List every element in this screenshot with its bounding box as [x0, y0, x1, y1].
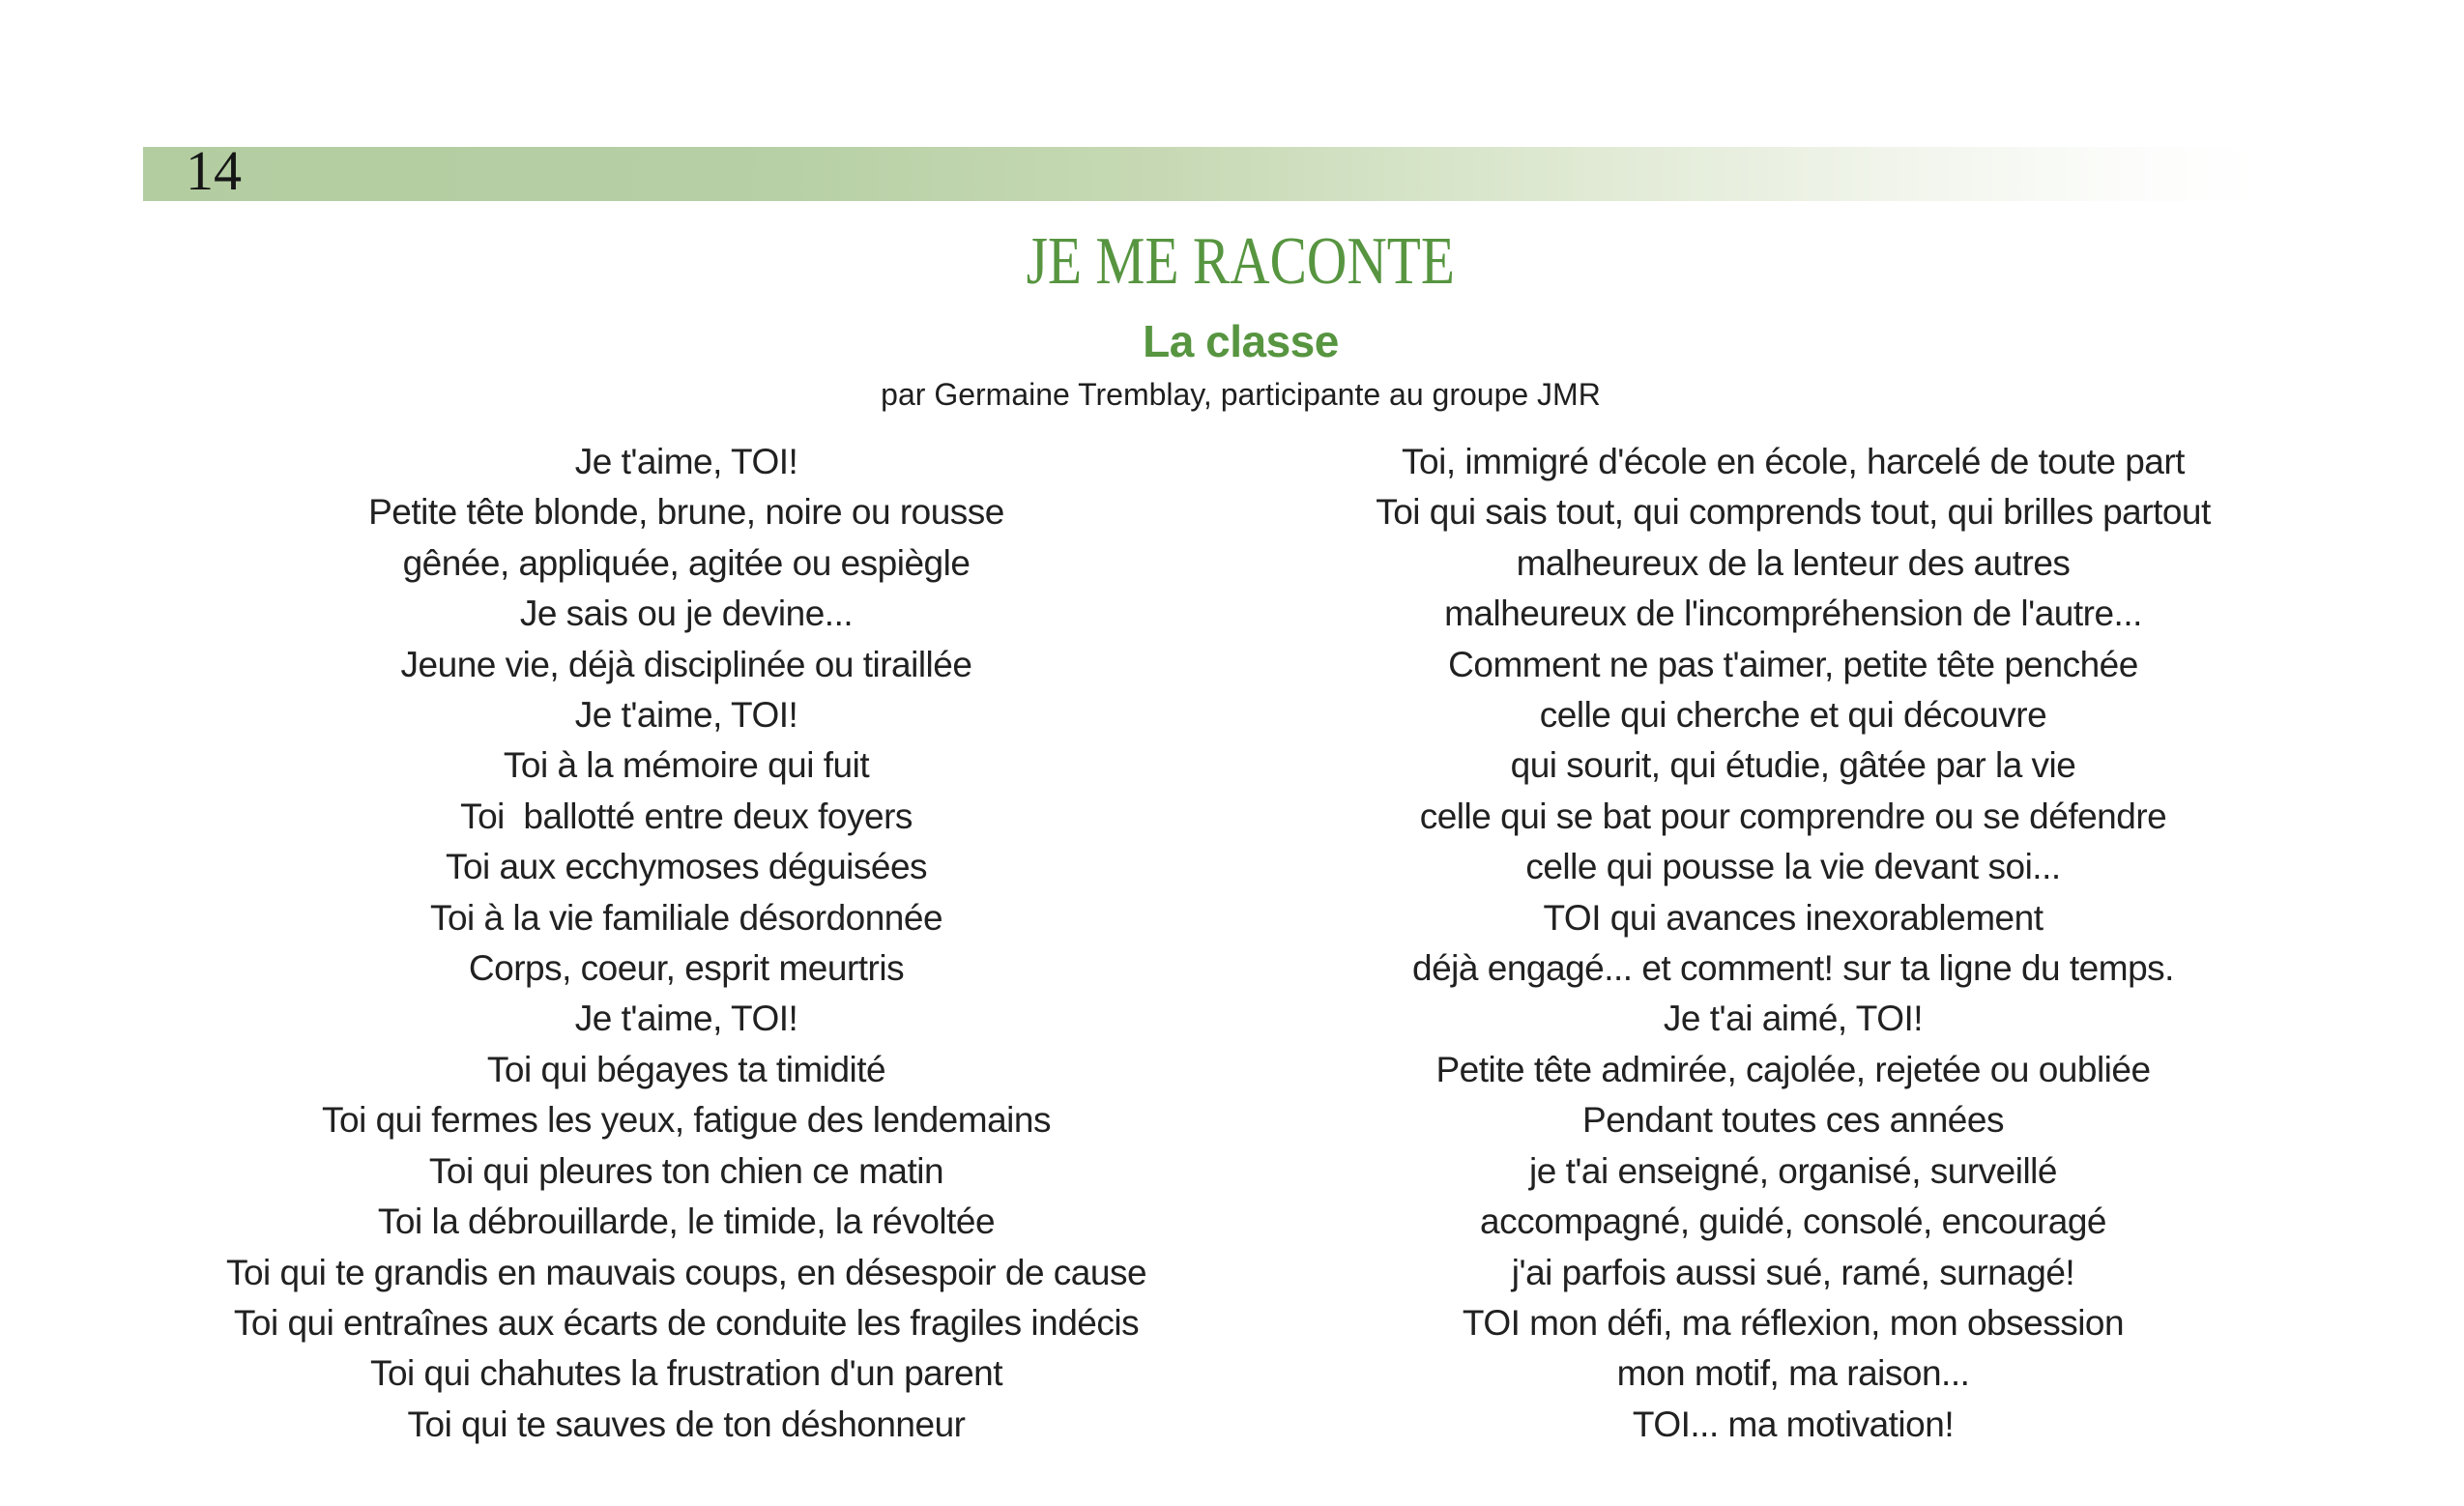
- poem-line: Toi à la vie familiale désordonnée: [429, 897, 943, 938]
- poem-line: gênée, appliquée, agitée ou espiègle: [402, 542, 971, 583]
- poem-line: Petite tête admirée, cajolée, rejetée ou oubliée: [1435, 1049, 2151, 1089]
- poem-byline: par Germaine Tremblay, participante au groupe JMR: [881, 377, 1601, 412]
- poem-line: Je t'aime, TOI!: [574, 999, 798, 1039]
- poem-line: TOI... ma motivation!: [1632, 1404, 1955, 1444]
- poem-line: déjà engagé... et comment! sur ta ligne du temps.: [1412, 948, 2174, 989]
- poem-line: malheureux de l'incompréhension de l'autre...: [1444, 594, 2142, 634]
- poem-line: Toi qui pleures ton chien ce matin: [428, 1150, 944, 1191]
- page-header-bar: [143, 147, 2260, 201]
- page-number: 14: [186, 139, 242, 202]
- poem-line: mon motif, ma raison...: [1616, 1353, 1970, 1394]
- poem-line: Je sais ou je devine...: [519, 594, 854, 634]
- poem-subtitle: La classe: [1143, 316, 1339, 366]
- poem-column-right: [1249, 437, 2337, 1450]
- poem-line: Pendant toutes ces années: [1582, 1100, 2004, 1141]
- poem-column-left: [85, 437, 1288, 1450]
- poem-line: Jeune vie, déjà disciplinée ou tiraillée: [400, 644, 972, 684]
- poem-line: accompagné, guidé, consolé, encouragé: [1480, 1202, 2106, 1242]
- poem-line: Toi, immigré d'école en école, harcelé de toute part: [1402, 442, 2185, 481]
- poem-title-text: JE ME RACONTE: [1026, 224, 1456, 299]
- poem-line: celle qui cherche et qui découvre: [1539, 695, 2047, 736]
- poem-line: qui sourit, qui étudie, gâtée par la vie: [1510, 745, 2076, 786]
- poem-line: TOI qui avances inexorablement: [1543, 897, 2044, 938]
- poem-line: Je t'aime, TOI!: [574, 442, 798, 481]
- poem-line: Toi la débrouillarde, le timide, la révoltée: [377, 1202, 996, 1242]
- poem-line: je t'ai enseigné, organisé, surveillé: [1529, 1150, 2057, 1191]
- poem-line: Je t'ai aimé, TOI!: [1663, 999, 1924, 1039]
- poem-line: Toi qui bégayes ta timidité: [486, 1049, 886, 1089]
- poem-line: Corps, coeur, esprit meurtris: [468, 948, 905, 989]
- poem-line: Toi aux ecchymoses déguisées: [445, 847, 928, 887]
- poem-line: Petite tête blonde, brune, noire ou rousse: [368, 492, 1004, 533]
- poem-line: Toi qui fermes les yeux, fatigue des lendemains: [322, 1100, 1051, 1141]
- poem-line: Toi qui te grandis en mauvais coups, en désespoir de cause: [225, 1252, 1147, 1292]
- poem-line: Toi qui chahutes la frustration d'un parent: [369, 1353, 1003, 1394]
- poem-line: Je t'aime, TOI!: [574, 695, 798, 736]
- poem-title: [9, 224, 2464, 299]
- poem-line: Toi qui entraînes aux écarts de conduite les fragiles indécis: [233, 1302, 1140, 1343]
- poem-line: celle qui se bat pour comprendre ou se défendre: [1419, 796, 2167, 836]
- poem-line: Comment ne pas t'aimer, petite tête penchée: [1448, 644, 2138, 684]
- poem-line: Toi ballotté entre deux foyers: [460, 796, 913, 836]
- poem-line: celle qui pousse la vie devant soi...: [1525, 847, 2061, 887]
- poem-line: j'ai parfois aussi sué, ramé, surnagé!: [1511, 1252, 2075, 1292]
- poem-line: malheureux de la lenteur des autres: [1516, 542, 2071, 583]
- poem-line: Toi à la mémoire qui fuit: [503, 745, 870, 786]
- poem-line: Toi qui te sauves de ton déshonneur: [407, 1404, 966, 1444]
- poem-line: TOI mon défi, ma réflexion, mon obsession: [1462, 1302, 2125, 1343]
- poem-line: Toi qui sais tout, qui comprends tout, qui brilles partout: [1376, 492, 2211, 533]
